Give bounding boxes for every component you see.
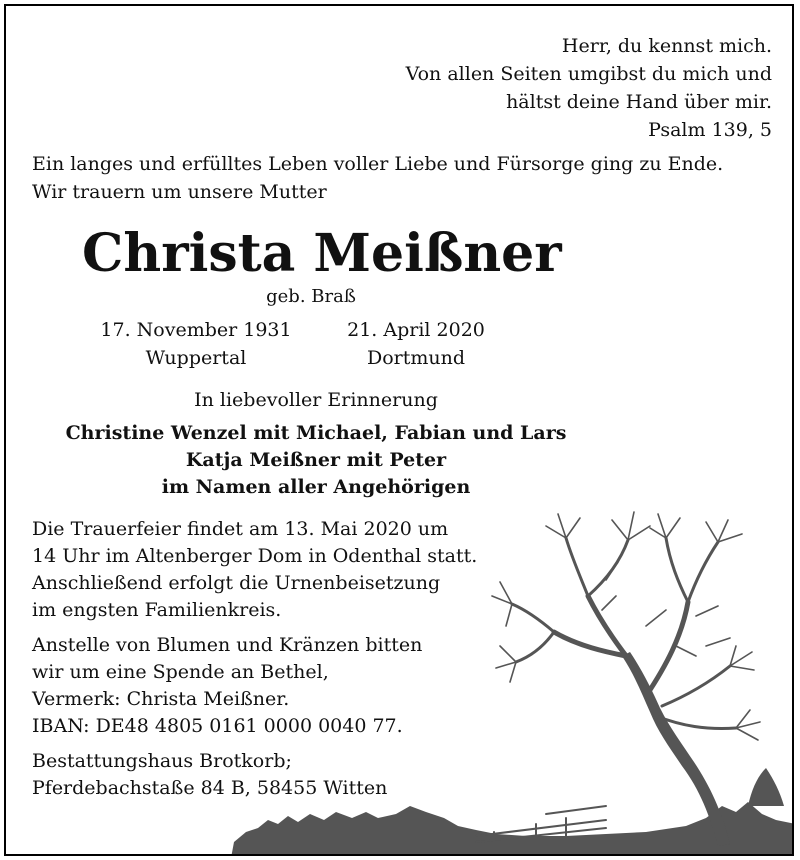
psalm-quote — [406, 32, 772, 144]
donation-line: Vermerk: Christa Meißner. — [32, 688, 290, 710]
funeral-details — [32, 516, 477, 802]
funeral-line: Anschließend erfolgt die Urnenbeisetzung — [32, 572, 441, 594]
mourner-line: Christine Wenzel mit Michael, Fabian und Lars — [65, 422, 567, 444]
psalm-reference: Psalm 139, 5 — [648, 119, 772, 141]
psalm-line: Von allen Seiten umgibst du mich und — [405, 63, 772, 85]
birth-info — [86, 316, 306, 372]
funeral-line: Die Trauerfeier findet am 13. Mai 2020 um — [32, 518, 449, 540]
intro-line: Ein langes und erfülltes Leben voller Liebe und Fürsorge ging zu Ende. — [32, 153, 724, 175]
birth-date: 17. November 1931 — [100, 319, 292, 341]
deceased-name: Christa Meißner — [82, 223, 562, 284]
funeral-line: im engsten Familienkreis. — [32, 599, 282, 621]
intro-line: Wir trauern um unsere Mutter — [32, 181, 327, 203]
obituary-notice — [4, 4, 794, 856]
death-info — [306, 316, 526, 372]
donation-line: wir um eine Spende an Bethel, — [32, 661, 329, 683]
fence — [476, 806, 606, 842]
death-place: Dortmund — [366, 347, 466, 369]
mourners-list — [46, 420, 586, 501]
donation-line: Anstelle von Blumen und Kränzen bitten — [32, 634, 423, 656]
ground-grass — [231, 802, 794, 856]
intro-text — [32, 150, 723, 206]
bush — [748, 768, 784, 806]
maiden-name: geb. Braß — [266, 286, 356, 307]
donation-iban: IBAN: DE48 4805 0161 0000 0040 77. — [32, 715, 403, 737]
psalm-line: Herr, du kennst mich. — [561, 35, 772, 57]
death-date: 21. April 2020 — [347, 319, 485, 341]
birth-place: Wuppertal — [145, 347, 247, 369]
tree-trunk — [622, 652, 730, 846]
psalm-line: hältst deine Hand über mir. — [506, 91, 772, 113]
undertaker-address: Pferdebachstaße 84 B, 58455 Witten — [32, 777, 388, 799]
mourner-line: im Namen aller Angehörigen — [161, 476, 471, 498]
undertaker-line: Bestattungshaus Brotkorb; — [32, 750, 292, 772]
funeral-line: 14 Uhr im Altenberger Dom in Odenthal statt. — [32, 545, 478, 567]
memory-heading: In liebevoller Erinnerung — [194, 389, 438, 411]
mourner-line: Katja Meißner mit Peter — [185, 449, 447, 471]
